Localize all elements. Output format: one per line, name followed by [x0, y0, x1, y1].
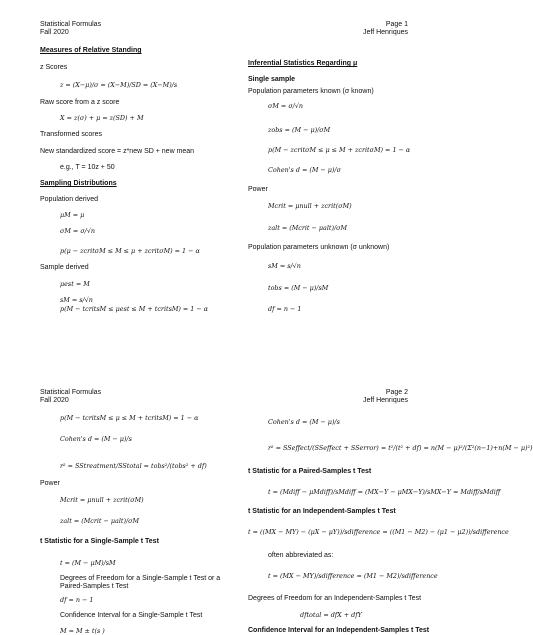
heading-paired-t: t Statistic for a Paired-Samples t Test: [248, 468, 372, 475]
heading-relative-standing: Measures of Relative Standing: [40, 47, 142, 54]
mu-m-formula: μM = μ: [60, 211, 85, 219]
z-alt-formula: zalt = (Mcrit − μalt)/σM: [60, 517, 140, 525]
raw-score-label: Raw score from a z score: [40, 99, 120, 106]
population-derived-label: Population derived: [40, 196, 98, 203]
example-text: e.g., T = 10z + 50: [60, 164, 115, 171]
df-label-line1: Degrees of Freedom for a Single-Sample t Test or a: [60, 575, 221, 582]
power-label: Power: [248, 186, 268, 193]
df-formula: df = n − 1: [60, 596, 94, 604]
author: Jeff Henriques: [362, 397, 408, 404]
ci-known-formula: p(M − zcritσM ≤ μ ≤ M + zcritσM) = 1 − α: [268, 146, 411, 154]
page-number: Page 1: [385, 21, 408, 28]
sigma-m-formula: σM = σ/√n: [60, 227, 96, 235]
heading-inferential: Inferential Statistics Regarding μ: [248, 60, 358, 67]
m-crit-formula: Mcrit = μnull + zcrit(σM): [268, 202, 352, 210]
author: Jeff Henriques: [362, 29, 408, 36]
heading-single-sample-t: t Statistic for a Single-Sample t Test: [40, 538, 159, 545]
term: Fall 2020: [40, 397, 69, 404]
ci-single-formula: M = M ± t(s ): [60, 627, 105, 635]
df-total-formula: dftotal = dfX + dfY: [300, 611, 362, 619]
t-independent-formula: t = ((MX − MY) − (μX − μY))/sdifference = ((M1 − M2) − (μ1 − μ2))/sdifference: [248, 528, 509, 536]
transformed-label: Transformed scores: [40, 131, 102, 138]
unknown-label: Population parameters unknown (σ unknown): [248, 244, 390, 251]
sample-ci-formula: p(M − tcritsM ≤ μest ≤ M + tcritsM) = 1 − α: [60, 305, 209, 313]
r-squared-indep-formula: r² = SSeffect/(SSeffect + SSerror) = t²/(t² + df) = n(M − μ)²/(Σ²(n−1)+n(M − μ)²): [268, 444, 533, 452]
population-ci-formula: p(μ − zcritσM ≤ M ≤ μ + zcritσM) = 1 − α: [60, 247, 200, 255]
page-1: [0, 0, 474, 316]
t-obs-formula: tobs = (M − μ)/sM: [268, 284, 329, 292]
term: Fall 2020: [40, 29, 69, 36]
mu-est-formula: μest = M: [60, 280, 90, 288]
df-label-line2: Paired-Samples t Test: [60, 583, 129, 590]
course-title: Statistical Formulas: [40, 389, 102, 396]
sample-derived-label: Sample derived: [40, 264, 89, 271]
r-squared-formula: r² = SStreatment/SStotal = tobs²/(tobs² + df): [60, 462, 207, 470]
power-label: Power: [40, 480, 60, 487]
sigma-m-known: σM = σ/√n: [268, 102, 304, 110]
ci-single-label: Confidence Interval for a Single-Sample t Test: [60, 612, 203, 619]
known-label: Population parameters known (σ known): [248, 88, 374, 95]
z-formula: z = (X−μ)/σ = (X−M)/SD = (X−M)/s: [60, 81, 178, 89]
ci-t-formula: p(M − tcritsM ≤ μ ≤ M + tcritsM) = 1 − α: [60, 414, 199, 422]
z-scores-label: z Scores: [40, 64, 68, 71]
t-paired-formula: t = (Mdiff − μMdiff)/sMdiff = (MX−Y − μMX−Y)/sMX−Y = Mdiff/sMdiff: [268, 488, 501, 496]
heading-sampling-distributions: Sampling Distributions: [40, 180, 117, 187]
cohen-known-formula: Cohen's d = (M − μ)/σ: [268, 166, 341, 174]
df-independent-label: Degrees of Freedom for an Independent-Samples t Test: [248, 595, 422, 602]
m-crit-formula: Mcrit = μnull + zcrit(σM): [60, 496, 144, 504]
course-title: Statistical Formulas: [40, 21, 102, 28]
page-2: [0, 316, 533, 635]
often-abbreviated-text: often abbreviated as:: [268, 552, 334, 559]
cohen-formula: Cohen's d = (M − μ)/s: [60, 435, 132, 443]
s-m-formula: sM = s/√n: [60, 296, 93, 304]
df-formula: df = n − 1: [268, 305, 302, 313]
z-alt-formula: zalt = (Mcrit − μalt)/σM: [268, 224, 348, 232]
raw-score-formula: X = z(σ) + μ = z(SD) + M: [60, 114, 144, 122]
s-m-unknown: sM = s/√n: [268, 262, 301, 270]
new-standardized-label: New standardized score = z*new SD + new mean: [40, 148, 195, 155]
t-abbrev-formula: t = (MX − MY)/sdifference = (M1 − M2)/sdifference: [268, 572, 438, 580]
z-obs-formula: zobs = (M − μ)/σM: [268, 126, 331, 134]
page-number: Page 2: [385, 389, 408, 396]
ci-independent-label: Confidence Interval for an Independent-Samples t Test: [248, 627, 430, 634]
cohen-formula-right: Cohen's d = (M − μ)/s: [268, 418, 340, 426]
single-sample-label: Single sample: [248, 76, 296, 83]
t-single-formula: t = (M − μM)/sM: [60, 559, 116, 567]
heading-independent-t: t Statistic for an Independent-Samples t Test: [248, 508, 396, 515]
